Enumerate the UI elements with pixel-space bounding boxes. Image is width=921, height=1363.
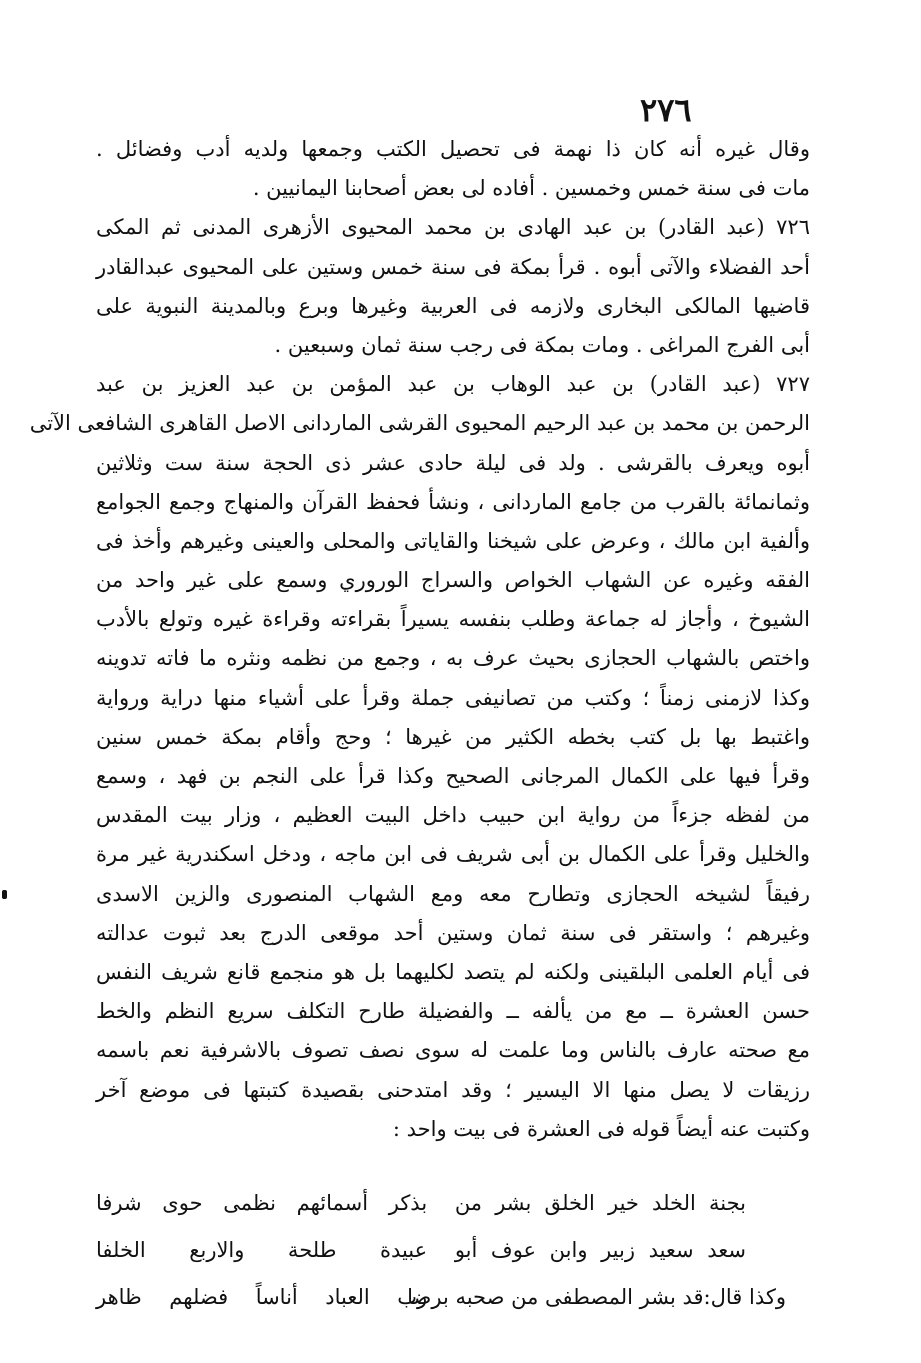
text-line: رفيقاً لشيخه الحجازى وتطارح معه ومع الشهاب المنصورى والزين الاسدى <box>96 881 810 906</box>
verse-first-hemistich: سعد سعيد زبير وابن عوف أبو <box>454 1238 746 1262</box>
verse-second-hemistich: بذكر أسمائهم نظمى حوى شرفا <box>96 1191 428 1215</box>
text-line: وقرأ فيها على الكمال المرجانى الصحيح وكذا قرأ على النجم بن فهد ، وسمع <box>96 764 810 788</box>
text-line: وكذا لازمنى زمناً ؛ وكتب من تصانيفى جملة وقرأ على أشياء منها دراية ورواية <box>96 685 810 710</box>
text-line: مات فى سنة خمس وخمسين . أفاده لى بعض أصحابنا اليمانيين . <box>252 176 810 201</box>
verse-second-hemistich: رب العباد أناساً فضلهم ظاهر <box>96 1285 428 1309</box>
text-line: الرحمن بن محمد بن عبد الرحيم المحيوى القرشى الماردانى الاصل القاهرى الشافعى الآتى <box>29 411 810 436</box>
text-line: وألفية ابن مالك ، وعرض على شيخنا والقاياتى والمحلى والعينى وغيرهم وأخذ فى <box>96 528 810 553</box>
page-number: ٢٧٦ <box>640 91 692 129</box>
text-line: واغتبط بها بل كتب بخطه الكثير من غيرها ؛ وحج وأقام بمكة خمس سنين <box>96 724 810 749</box>
body-text <box>29 130 810 1149</box>
margin-ink-mark <box>2 890 7 899</box>
verse-first-hemistich: بجنة الخلد خير الخلق بشر من <box>454 1191 746 1215</box>
text-line: وغيرهم ؛ واستقر فى سنة ثمان وستين أحد موقعى الدرج بعد ثبوت عدالته <box>96 920 810 945</box>
text-line: وكتبت عنه أيضاً قوله فى العشرة فى بيت واحد : <box>392 1116 810 1141</box>
text-line: أبى الفرج المراغى . ومات بمكة فى رجب سنة ثمان وسبعين . <box>274 332 810 357</box>
entry-heading-line: ٧٢٦ (عبد القادر) بن عبد الهادى بن محمد المحيوى الأزهرى المدنى ثم المكى <box>96 215 810 240</box>
text-line: فى أيام العلمى البلقينى ولكنه لم يتصد لكليهما بل هو منجمع قانع شريف النفس <box>96 959 810 984</box>
text-line: من لفظه جزءاً من رواية ابن حبيب داخل البيت العظيم ، وزار بيت المقدس <box>96 803 810 828</box>
text-line: واختص بالشهاب الحجازى بحيث عرف به ، وجمع من نظمه ونثره ما فاته تدوينه <box>96 646 810 671</box>
verse-second-hemistich: عبيدة طلحة والاربع الخلفا <box>96 1238 428 1262</box>
text-line: وثمانمائة بالقرب من جامع الماردانى ، ونشأ فحفظ القرآن والمنهاج وجمع الجوامع <box>96 489 810 514</box>
poem-verse <box>96 1274 786 1321</box>
text-line: مع صحته عارف بالناس وما علمت له سوى نصف تصوف بالاشرفية نعم باسمه <box>96 1038 810 1063</box>
text-line: الفقه وغيره عن الشهاب الخواص والسراج الوروري وسمع على غير واحد من <box>96 568 810 593</box>
text-line: حسن العشرة ــ مع من يألفه ــ والفضيلة طارح التكلف سريع النظم والخط <box>96 999 810 1024</box>
text-line: والخليل وقرأ على الكمال بن أبى شريف فى ابن ماجه ، ودخل اسكندرية غير مرة <box>96 842 810 867</box>
text-line: رزيقات لا يصل منها الا اليسير ؛ وقد امتدحنى بقصيدة كتبتها فى موضع آخر <box>96 1077 810 1102</box>
verse-first-hemistich: وكذا قال:قد بشر المصطفى من صحبه برضا <box>407 1285 786 1309</box>
text-line: أبوه ويعرف بالقرشى . ولد فى ليلة حادى عشر ذى الحجة سنة ست وثلاثين <box>96 450 810 475</box>
text-line: أحد الفضلاء والآتى أبوه . قرأ بمكة فى سنة خمس وستين على المحيوى عبدالقادر <box>96 254 810 279</box>
text-line: قاضيها المالكى البخارى ولازمه فى العربية وغيرها وبرع وبالمدينة النبوية على <box>96 293 810 318</box>
text-line: وقال غيره أنه كان ذا نهمة فى تحصيل الكتب وجمعها ولديه أدب وفضائل . <box>96 137 810 161</box>
poem-verse <box>96 1227 786 1274</box>
entry-heading-line: ٧٢٧ (عبد القادر) بن عبد الوهاب بن عبد المؤمن بن عبد العزيز بن عبد <box>96 372 810 397</box>
poem <box>96 1180 786 1321</box>
poem-verse <box>96 1180 786 1227</box>
text-line: الشيوخ ، وأجاز له جماعة وطلب بنفسه يسيراً بقراءته وقراءة غيره وتولع بالأدب <box>96 607 810 632</box>
